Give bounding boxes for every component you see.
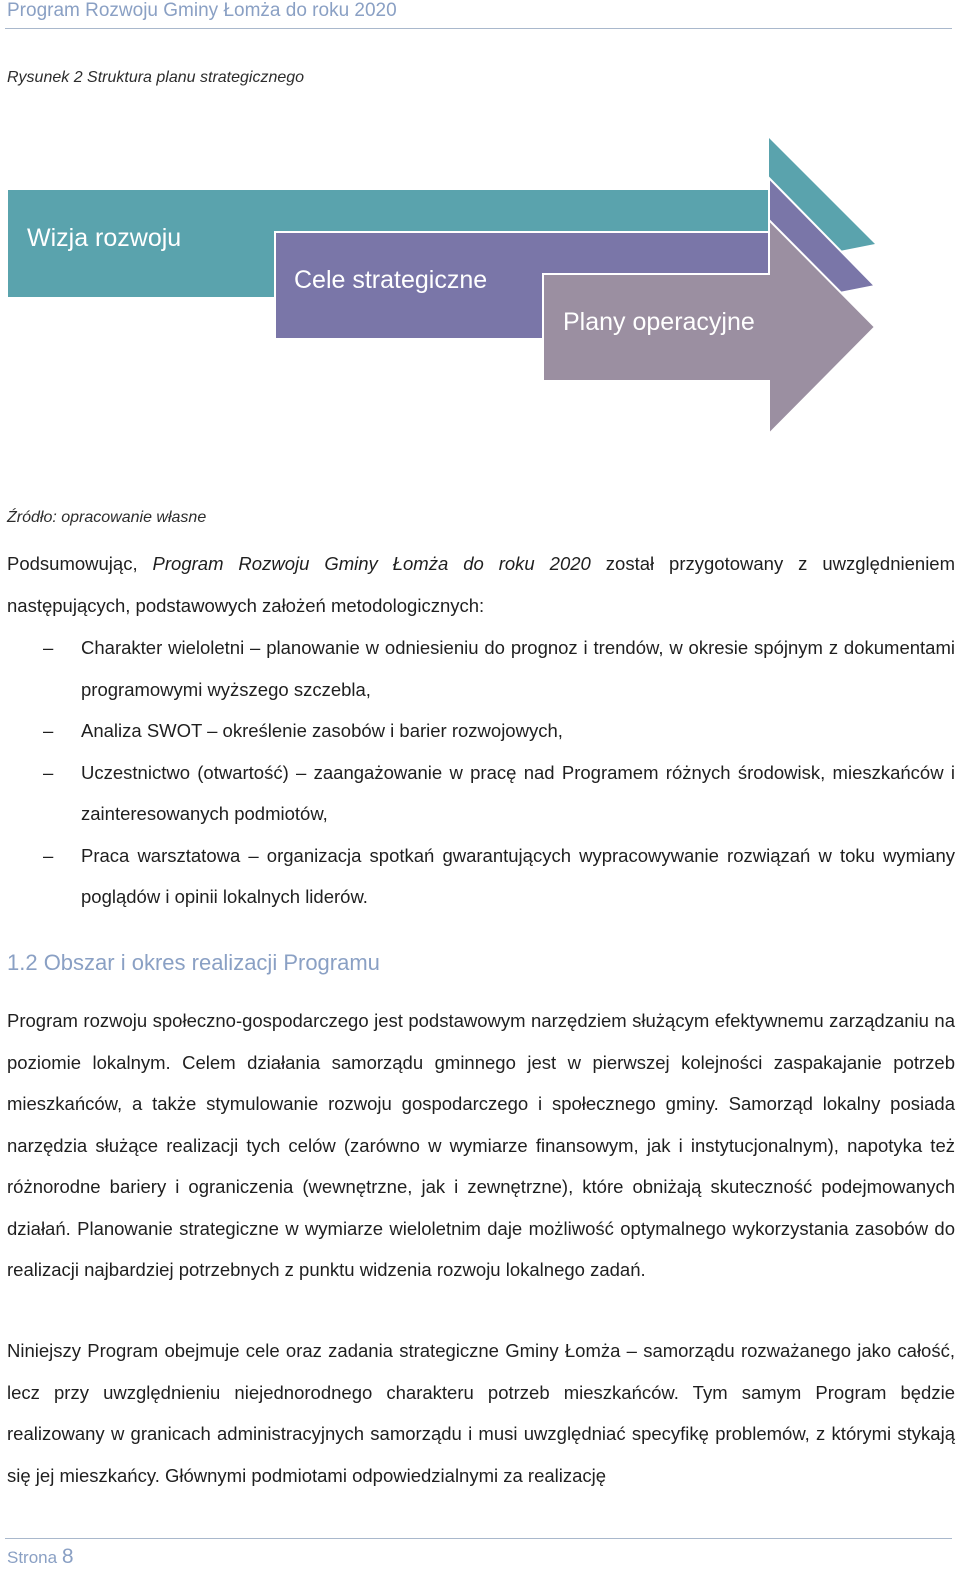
intro-program-title: Program Rozwoju Gminy Łomża do roku 2020 (152, 553, 591, 574)
figure-caption: Rysunek 2 Struktura planu strategicznego (7, 69, 305, 86)
list-item-text: Analiza SWOT – określenie zasobów i barier rozwojowych, (81, 720, 563, 741)
strategic-plan-diagram (0, 130, 960, 450)
list-item (7, 752, 955, 835)
list-item (7, 710, 955, 752)
intro-text-after: został przygotowany z uwzględnieniem następujących, podstawowych założeń metodologicznych: (7, 553, 956, 616)
intro-paragraph (7, 543, 955, 626)
list-dash: – (43, 761, 54, 783)
body-paragraph: Program rozwoju społeczno-gospodarczego jest podstawowym narzędziem służącym efektywnemu zarządzaniu na poziomie lokalnym. Celem działania samorządu gminnego jest w pierwszej kolejności zaspakajanie potrzeb mieszkańców, a także stymulowanie rozwoju gospodarczego i społecznego gminy. Samorząd lokalny posiada narzędzia służące realizacji tych celów (zarówno w wymiarze finansowym, jak i instytucjonalnym), napotyka też różnorodne bariery i ograniczenia (wewnętrzne, jak i zewnętrzne), które obniżają skuteczność podejmowanych działań. Planowanie strategiczne w wymiarze wieloletnim daje możliwość optymalnego wykorzystania zasobów do realizacji najbardziej potrzebnych z punktu widzenia rozwoju lokalnego zadań. (7, 1010, 955, 1280)
list-item-text: Charakter wieloletni – planowanie w odniesieniu do prognoz i trendów, w okresie spójnym z dokumentami programowymi wyższego szczebla, (81, 637, 955, 700)
list-item (7, 835, 955, 918)
page-header-title: Program Rozwoju Gminy Łomża do roku 2020 (7, 0, 397, 21)
body-paragraph: Niniejszy Program obejmuje cele oraz zadania strategiczne Gminy Łomża – samorządu rozważanego jako całość, lecz przy uwzględnieniu niejednorodnego charakteru potrzeb mieszkańców. Tym samym Program będzie realizowany w granicach administracyjnych samorządu i musi uwzględniać specyfikę problemów, z którymi stykają się jej mieszkańcy. Głównymi podmiotami odpowiedzialnymi za realizację (7, 1340, 955, 1486)
methodology-list (7, 627, 955, 918)
list-item (7, 627, 955, 710)
list-item-text: Uczestnictwo (otwartość) – zaangażowanie w pracę nad Programem różnych środowisk, mieszkańców i zainteresowanych podmiotów, (81, 761, 955, 824)
footer-divider (5, 1538, 952, 1539)
box-label-plany: Plany operacyjne (563, 308, 755, 336)
page-number: 8 (61, 1545, 74, 1568)
box-label-cele: Cele strategiczne (294, 266, 488, 294)
intro-text-before: Podsumowując, (7, 553, 153, 574)
box-label-wizja: Wizja rozwoju (27, 224, 182, 252)
page-footer (7, 1545, 74, 1569)
figure-source: Źródło: opracowanie własne (7, 509, 207, 526)
list-dash: – (43, 720, 54, 741)
page-label: Strona (7, 1548, 58, 1567)
section-heading: 1.2 Obszar i okres realizacji Programu (7, 950, 380, 975)
list-dash: – (43, 637, 54, 658)
header-divider (5, 28, 952, 29)
list-dash: – (43, 844, 54, 866)
list-item-text: Praca warsztatowa – organizacja spotkań gwarantujących wypracowywanie rozwiązań w toku wymiany poglądów i opinii lokalnych liderów. (81, 844, 955, 907)
